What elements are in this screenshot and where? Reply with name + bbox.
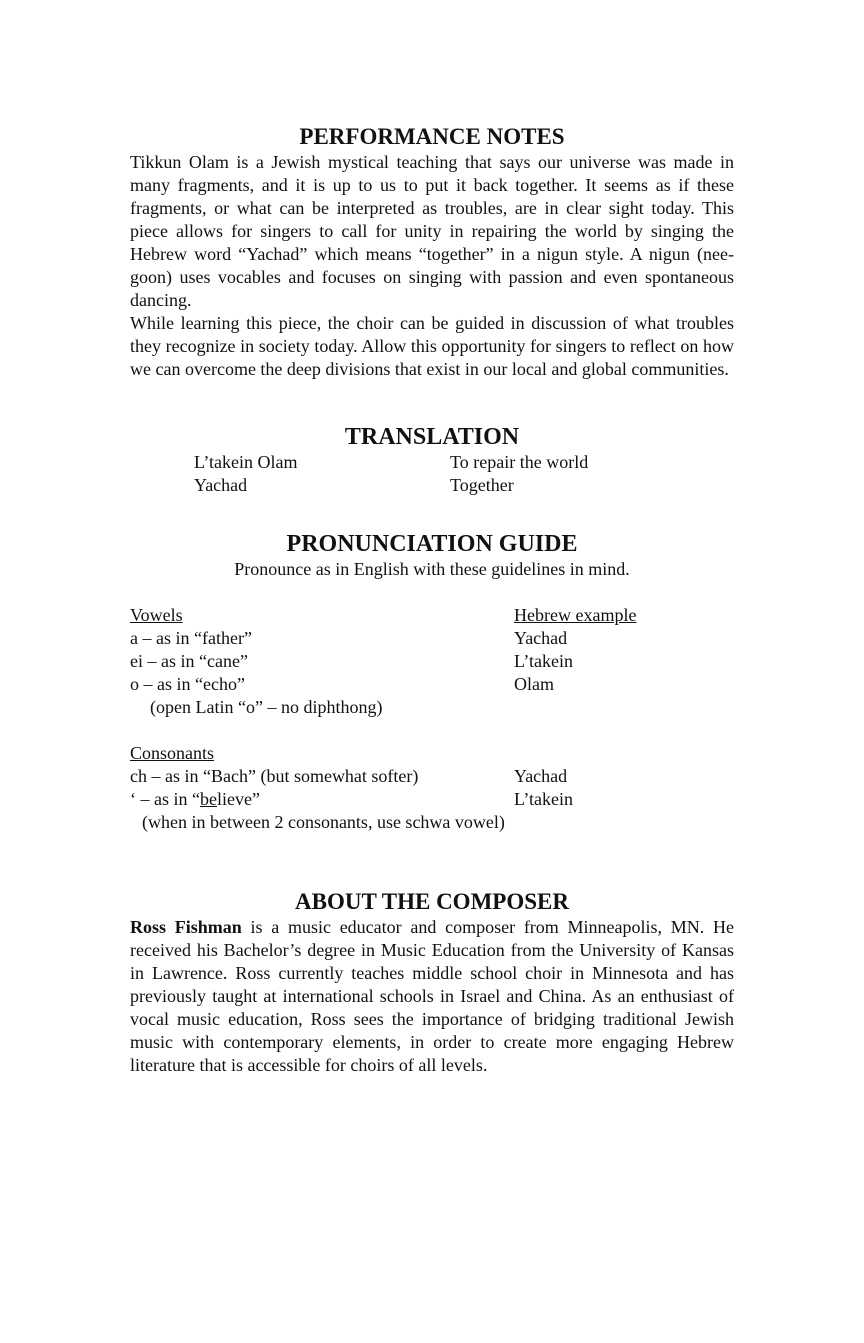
vowel-note: (open Latin “o” – no diphthong): [150, 697, 383, 717]
vowel-rule: a – as in “father”: [130, 628, 252, 648]
pronunciation-subtitle: Pronounce as in English with these guidelines in mind.: [234, 559, 630, 579]
translation-english-1: To repair the world: [450, 452, 589, 472]
consonants-header: Consonants: [130, 743, 215, 763]
composer-bio: [130, 916, 734, 1077]
performance-notes-paragraph-2: While learning this piece, the choir can be guided in discussion of what troubles they recognize in society today. Allow this opportunity for singers to reflect on how we can overcome the deep divisions that exist in our local and global communities.: [130, 313, 734, 379]
consonants-section: [130, 742, 734, 834]
document-page: [130, 123, 734, 1077]
consonant-row: [130, 788, 734, 811]
consonant-rule-prefix: ‘ – as in “: [130, 789, 200, 809]
vowel-rule: ei – as in “cane”: [130, 651, 248, 671]
pronunciation-heading: PRONUNCIATION GUIDE: [286, 531, 578, 557]
consonant-rule: [130, 788, 514, 811]
performance-notes-paragraph-1: Tikkun Olam is a Jewish mystical teaching that says our universe was made in many fragments, and it is up to us to put it back together. It seems as if these fragments, or what can be interpreted as troubles, are in clear sight today. This piece allows for singers to call for unity in repairing the world by singing the Hebrew word “Yachad” which means “together” in a nigun style. A nigun (nee-goon) uses vocables and focuses on singing with passion and even spontaneous dancing.: [130, 152, 734, 310]
translation-table: [194, 451, 734, 497]
consonant-row: [130, 765, 734, 788]
vowel-row: [130, 650, 734, 673]
translation-hebrew-1: L’takein Olam: [194, 452, 298, 472]
translation-english-2: Together: [450, 475, 514, 495]
vowel-example: L’takein: [514, 651, 573, 671]
consonant-rule-suffix: lieve”: [216, 789, 260, 809]
about-composer-heading: ABOUT THE COMPOSER: [295, 889, 569, 914]
consonant-rule-underlined: be: [199, 789, 217, 809]
consonant-rule: ch – as in “Bach” (but somewhat softer): [130, 766, 419, 786]
vowels-section: [130, 604, 734, 719]
performance-notes-heading: PERFORMANCE NOTES: [299, 124, 565, 149]
vowel-rule: o – as in “echo”: [130, 674, 245, 694]
vowel-row: [130, 627, 734, 650]
translation-hebrew-2: Yachad: [194, 475, 248, 495]
vowel-example: Yachad: [514, 628, 568, 648]
vowel-example: Olam: [514, 674, 554, 694]
composer-bio-text: is a music educator and composer from Minneapolis, MN. He received his Bachelor’s degree in Music Education from the University of Kansas in Lawrence. Ross currently teaches middle school choir in Minnesota and has previously taught at international schools in Israel and China. As an enthusiast of vocal music education, Ross sees the importance of bridging traditional Jewish music with contemporary elements, in order to create more engaging Hebrew literature that is accessible for choirs of all levels.: [130, 917, 734, 1075]
consonant-example: L’takein: [514, 789, 573, 809]
consonant-example: Yachad: [514, 766, 568, 786]
translation-heading: TRANSLATION: [344, 424, 520, 450]
vowels-header: Vowels: [130, 605, 183, 625]
composer-name: Ross Fishman: [130, 917, 242, 937]
consonant-note: (when in between 2 consonants, use schwa vowel): [142, 812, 505, 832]
vowel-row: [130, 673, 734, 696]
hebrew-example-header: Hebrew example: [514, 605, 637, 625]
